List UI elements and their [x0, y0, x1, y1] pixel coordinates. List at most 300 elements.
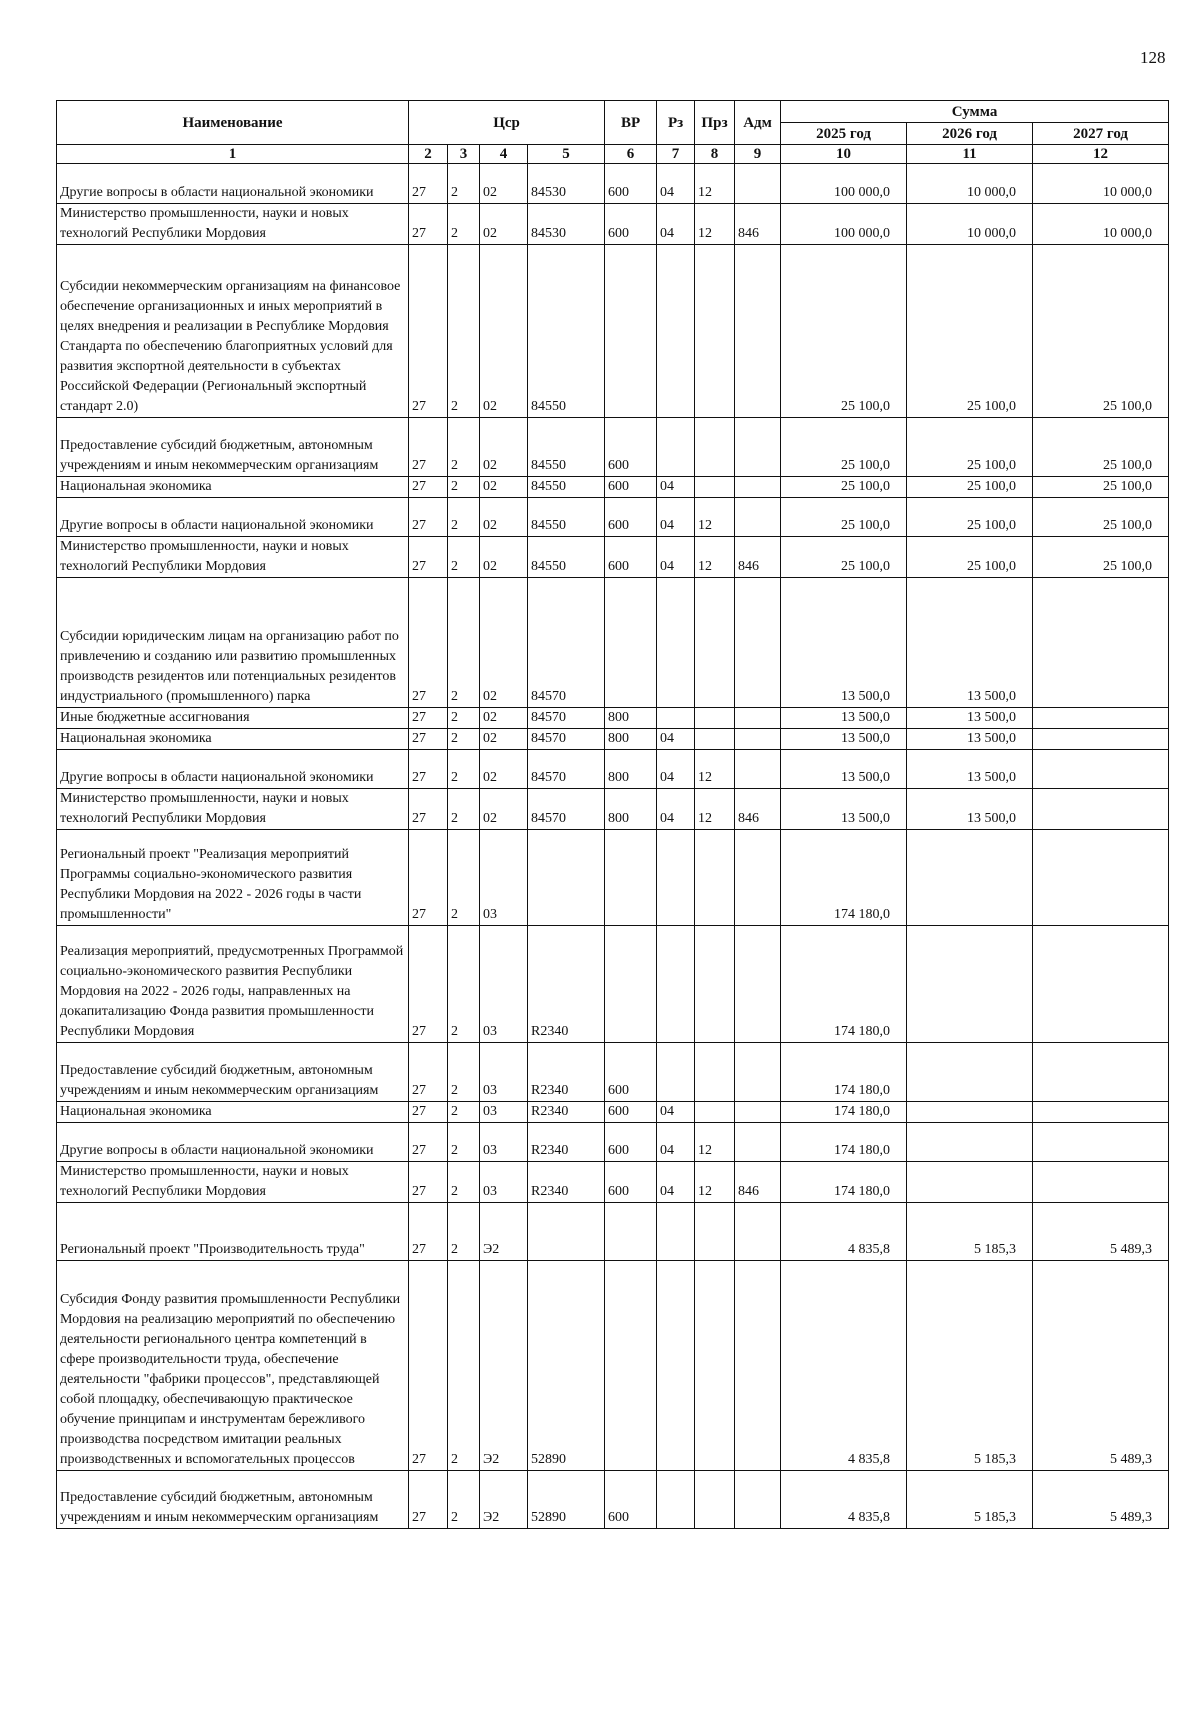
adm-code	[735, 1261, 781, 1471]
sum-2025: 4 835,8	[781, 1471, 907, 1529]
csr-part-4: 02	[480, 789, 528, 830]
adm-code	[735, 926, 781, 1043]
sum-2026	[907, 1102, 1033, 1123]
csr-part-5: 84570	[528, 578, 605, 708]
header-csr: Цср	[409, 101, 605, 145]
adm-code	[735, 708, 781, 729]
header-name: Наименование	[57, 101, 409, 145]
row-name: Предоставление субсидий бюджетным, автономным учреждениям и иным некоммерческим организациям	[57, 418, 409, 477]
column-number: 5	[528, 145, 605, 164]
csr-part-4: 02	[480, 477, 528, 498]
sum-2027	[1033, 708, 1169, 729]
vr-code	[605, 578, 657, 708]
prz-code: 12	[695, 750, 735, 789]
vr-code: 600	[605, 498, 657, 537]
csr-part-4: 02	[480, 729, 528, 750]
csr-part-3: 2	[448, 418, 480, 477]
table-row	[57, 204, 1169, 245]
sum-2026: 25 100,0	[907, 477, 1033, 498]
rz-code	[657, 418, 695, 477]
budget-table	[56, 100, 1169, 1529]
row-name: Региональный проект "Производительность труда"	[57, 1203, 409, 1261]
row-name: Министерство промышленности, науки и новых технологий Республики Мордовия	[57, 789, 409, 830]
adm-code	[735, 245, 781, 418]
csr-part-2: 27	[409, 578, 448, 708]
table-row	[57, 750, 1169, 789]
prz-code: 12	[695, 498, 735, 537]
sum-2025: 13 500,0	[781, 578, 907, 708]
sum-2027	[1033, 1043, 1169, 1102]
csr-part-4: Э2	[480, 1261, 528, 1471]
column-numbers-row	[57, 145, 1169, 164]
table-row	[57, 578, 1169, 708]
page-number: 128	[1140, 48, 1166, 67]
table-row	[57, 1102, 1169, 1123]
csr-part-2: 27	[409, 729, 448, 750]
table-body	[57, 164, 1169, 1529]
csr-part-5: 84570	[528, 750, 605, 789]
sum-2026: 5 185,3	[907, 1203, 1033, 1261]
column-number: 12	[1033, 145, 1169, 164]
adm-code: 846	[735, 204, 781, 245]
sum-2026: 13 500,0	[907, 729, 1033, 750]
sum-2025: 4 835,8	[781, 1261, 907, 1471]
adm-code	[735, 164, 781, 204]
rz-code	[657, 245, 695, 418]
csr-part-2: 27	[409, 204, 448, 245]
sum-2025: 174 180,0	[781, 926, 907, 1043]
prz-code	[695, 245, 735, 418]
csr-part-3: 2	[448, 164, 480, 204]
vr-code: 600	[605, 1162, 657, 1203]
csr-part-4: 02	[480, 418, 528, 477]
vr-code: 600	[605, 1102, 657, 1123]
header-adm: Адм	[735, 101, 781, 145]
csr-part-5: 84530	[528, 164, 605, 204]
csr-part-4: 02	[480, 245, 528, 418]
vr-code	[605, 926, 657, 1043]
csr-part-4: Э2	[480, 1471, 528, 1529]
sum-2027: 10 000,0	[1033, 204, 1169, 245]
sum-2027: 10 000,0	[1033, 164, 1169, 204]
csr-part-3: 2	[448, 498, 480, 537]
csr-part-3: 2	[448, 830, 480, 926]
table-row	[57, 418, 1169, 477]
csr-part-4: 02	[480, 708, 528, 729]
row-name: Другие вопросы в области национальной экономики	[57, 1123, 409, 1162]
csr-part-4: 03	[480, 1043, 528, 1102]
sum-2027: 25 100,0	[1033, 418, 1169, 477]
csr-part-2: 27	[409, 418, 448, 477]
sum-2026: 13 500,0	[907, 708, 1033, 729]
sum-2025: 25 100,0	[781, 245, 907, 418]
row-name: Предоставление субсидий бюджетным, автономным учреждениям и иным некоммерческим организациям	[57, 1043, 409, 1102]
vr-code	[605, 1203, 657, 1261]
sum-2025: 174 180,0	[781, 1162, 907, 1203]
sum-2026: 5 185,3	[907, 1261, 1033, 1471]
table-row	[57, 1471, 1169, 1529]
adm-code	[735, 1203, 781, 1261]
csr-part-3: 2	[448, 1471, 480, 1529]
prz-code: 12	[695, 1123, 735, 1162]
csr-part-3: 2	[448, 1261, 480, 1471]
vr-code	[605, 830, 657, 926]
csr-part-3: 2	[448, 245, 480, 418]
header-sum: Сумма	[781, 101, 1169, 123]
prz-code	[695, 830, 735, 926]
csr-part-2: 27	[409, 1102, 448, 1123]
csr-part-5: R2340	[528, 1123, 605, 1162]
sum-2025: 13 500,0	[781, 708, 907, 729]
vr-code: 800	[605, 729, 657, 750]
csr-part-2: 27	[409, 1123, 448, 1162]
csr-part-4: Э2	[480, 1203, 528, 1261]
sum-2027	[1033, 926, 1169, 1043]
adm-code	[735, 418, 781, 477]
csr-part-3: 2	[448, 729, 480, 750]
header-year-2026: 2026 год	[907, 123, 1033, 145]
adm-code	[735, 1471, 781, 1529]
table-row	[57, 498, 1169, 537]
row-name: Национальная экономика	[57, 729, 409, 750]
csr-part-4: 02	[480, 164, 528, 204]
sum-2025: 174 180,0	[781, 1043, 907, 1102]
sum-2026	[907, 926, 1033, 1043]
vr-code: 600	[605, 1123, 657, 1162]
column-number: 8	[695, 145, 735, 164]
table-row	[57, 789, 1169, 830]
sum-2026: 10 000,0	[907, 164, 1033, 204]
adm-code	[735, 1123, 781, 1162]
sum-2026	[907, 1123, 1033, 1162]
prz-code: 12	[695, 1162, 735, 1203]
table-row	[57, 537, 1169, 578]
sum-2027	[1033, 789, 1169, 830]
vr-code: 800	[605, 750, 657, 789]
vr-code: 600	[605, 537, 657, 578]
prz-code	[695, 477, 735, 498]
sum-2027: 25 100,0	[1033, 537, 1169, 578]
row-name: Другие вопросы в области национальной экономики	[57, 498, 409, 537]
sum-2025: 25 100,0	[781, 418, 907, 477]
row-name: Другие вопросы в области национальной экономики	[57, 164, 409, 204]
sum-2027	[1033, 1123, 1169, 1162]
prz-code: 12	[695, 164, 735, 204]
rz-code	[657, 1471, 695, 1529]
row-name: Национальная экономика	[57, 1102, 409, 1123]
sum-2026: 13 500,0	[907, 578, 1033, 708]
rz-code: 04	[657, 477, 695, 498]
sum-2025: 174 180,0	[781, 1102, 907, 1123]
sum-2026: 25 100,0	[907, 537, 1033, 578]
prz-code: 12	[695, 789, 735, 830]
row-name: Министерство промышленности, науки и новых технологий Республики Мордовия	[57, 537, 409, 578]
csr-part-2: 27	[409, 164, 448, 204]
rz-code: 04	[657, 789, 695, 830]
row-name: Региональный проект "Реализация мероприятий Программы социально-экономического развития Республики Мордовия на 2022 - 2026 годы в части промышленности"	[57, 830, 409, 926]
column-number: 11	[907, 145, 1033, 164]
sum-2026: 10 000,0	[907, 204, 1033, 245]
rz-code	[657, 830, 695, 926]
prz-code	[695, 1102, 735, 1123]
csr-part-3: 2	[448, 578, 480, 708]
rz-code	[657, 1261, 695, 1471]
csr-part-3: 2	[448, 537, 480, 578]
adm-code	[735, 1043, 781, 1102]
csr-part-3: 2	[448, 789, 480, 830]
vr-code: 600	[605, 204, 657, 245]
rz-code: 04	[657, 204, 695, 245]
sum-2027: 25 100,0	[1033, 245, 1169, 418]
sum-2027: 5 489,3	[1033, 1203, 1169, 1261]
csr-part-5: 84570	[528, 729, 605, 750]
table-row	[57, 1123, 1169, 1162]
sum-2025: 13 500,0	[781, 729, 907, 750]
csr-part-2: 27	[409, 830, 448, 926]
rz-code	[657, 1203, 695, 1261]
table-row	[57, 1203, 1169, 1261]
adm-code	[735, 578, 781, 708]
csr-part-5: 84530	[528, 204, 605, 245]
csr-part-5	[528, 1203, 605, 1261]
csr-part-5: R2340	[528, 1162, 605, 1203]
csr-part-5: R2340	[528, 1043, 605, 1102]
sum-2027	[1033, 729, 1169, 750]
csr-part-5: R2340	[528, 926, 605, 1043]
sum-2025: 174 180,0	[781, 830, 907, 926]
sum-2025: 100 000,0	[781, 204, 907, 245]
csr-part-5: 84550	[528, 477, 605, 498]
csr-part-4: 03	[480, 1162, 528, 1203]
column-number: 3	[448, 145, 480, 164]
header-rz: Рз	[657, 101, 695, 145]
vr-code: 600	[605, 1043, 657, 1102]
sum-2026: 25 100,0	[907, 245, 1033, 418]
adm-code	[735, 1102, 781, 1123]
row-name: Национальная экономика	[57, 477, 409, 498]
column-number: 6	[605, 145, 657, 164]
csr-part-3: 2	[448, 204, 480, 245]
csr-part-5: 52890	[528, 1471, 605, 1529]
sum-2027: 25 100,0	[1033, 477, 1169, 498]
sum-2025: 174 180,0	[781, 1123, 907, 1162]
prz-code	[695, 418, 735, 477]
sum-2027	[1033, 1102, 1169, 1123]
row-name: Министерство промышленности, науки и новых технологий Республики Мордовия	[57, 1162, 409, 1203]
rz-code: 04	[657, 164, 695, 204]
table-row	[57, 164, 1169, 204]
table-header	[57, 101, 1169, 164]
adm-code	[735, 498, 781, 537]
rz-code: 04	[657, 498, 695, 537]
sum-2025: 4 835,8	[781, 1203, 907, 1261]
csr-part-2: 27	[409, 1261, 448, 1471]
csr-part-2: 27	[409, 750, 448, 789]
prz-code	[695, 1261, 735, 1471]
table-row	[57, 830, 1169, 926]
row-name: Реализация мероприятий, предусмотренных Программой социально-экономического развития Республики Мордовия на 2022 - 2026 годы, направленных на докапитализацию Фонда развития промышленности Республики Мордовия	[57, 926, 409, 1043]
column-number: 1	[57, 145, 409, 164]
csr-part-3: 2	[448, 1162, 480, 1203]
sum-2026: 5 185,3	[907, 1471, 1033, 1529]
rz-code: 04	[657, 729, 695, 750]
sum-2025: 13 500,0	[781, 789, 907, 830]
header-prz: Прз	[695, 101, 735, 145]
csr-part-4: 03	[480, 830, 528, 926]
row-name: Субсидии некоммерческим организациям на финансовое обеспечение организационных и иных мероприятий в целях внедрения и реализации в Республике Мордовия Стандарта по обеспечению благоприятных условий для развития экспортной деятельности в субъектах Российской Федерации (Региональный экспортный стандарт 2.0)	[57, 245, 409, 418]
row-name: Субсидия Фонду развития промышленности Республики Мордовия на реализацию мероприятий по обеспечению деятельности регионального центра компетенций в сфере производительности труда, обеспечение деятельности "фабрики процессов", представляющей собой площадку, обеспечивающую практическое обучение принципам и инструментам бережливого производства посредством имитации реальных производственных и вспомогательных процессов	[57, 1261, 409, 1471]
csr-part-3: 2	[448, 477, 480, 498]
rz-code	[657, 926, 695, 1043]
csr-part-2: 27	[409, 1162, 448, 1203]
csr-part-4: 02	[480, 498, 528, 537]
sum-2026: 13 500,0	[907, 789, 1033, 830]
adm-code	[735, 729, 781, 750]
rz-code: 04	[657, 1162, 695, 1203]
adm-code	[735, 830, 781, 926]
vr-code: 600	[605, 418, 657, 477]
csr-part-5: 52890	[528, 1261, 605, 1471]
csr-part-4: 03	[480, 1102, 528, 1123]
csr-part-5: 84550	[528, 498, 605, 537]
prz-code	[695, 729, 735, 750]
sum-2026: 25 100,0	[907, 418, 1033, 477]
table-row	[57, 708, 1169, 729]
adm-code	[735, 477, 781, 498]
csr-part-4: 02	[480, 537, 528, 578]
prz-code	[695, 926, 735, 1043]
row-name: Субсидии юридическим лицам на организацию работ по привлечению и созданию или развитию промышленных производств резидентов или потенциальных резидентов индустриального (промышленного) парка	[57, 578, 409, 708]
csr-part-2: 27	[409, 245, 448, 418]
sum-2026: 25 100,0	[907, 498, 1033, 537]
sum-2026	[907, 830, 1033, 926]
csr-part-2: 27	[409, 537, 448, 578]
csr-part-2: 27	[409, 498, 448, 537]
adm-code: 846	[735, 537, 781, 578]
csr-part-4: 02	[480, 204, 528, 245]
table-row	[57, 1043, 1169, 1102]
vr-code: 800	[605, 708, 657, 729]
csr-part-5: 84550	[528, 245, 605, 418]
prz-code	[695, 708, 735, 729]
vr-code: 600	[605, 1471, 657, 1529]
csr-part-4: 03	[480, 926, 528, 1043]
sum-2027: 5 489,3	[1033, 1261, 1169, 1471]
sum-2025: 25 100,0	[781, 498, 907, 537]
csr-part-5	[528, 830, 605, 926]
csr-part-2: 27	[409, 1471, 448, 1529]
sum-2025: 25 100,0	[781, 477, 907, 498]
csr-part-5: 84550	[528, 537, 605, 578]
csr-part-2: 27	[409, 1043, 448, 1102]
table-row	[57, 245, 1169, 418]
csr-part-4: 03	[480, 1123, 528, 1162]
vr-code	[605, 245, 657, 418]
csr-part-4: 02	[480, 750, 528, 789]
csr-part-2: 27	[409, 708, 448, 729]
prz-code: 12	[695, 537, 735, 578]
vr-code: 600	[605, 477, 657, 498]
row-name: Министерство промышленности, науки и новых технологий Республики Мордовия	[57, 204, 409, 245]
table-row	[57, 477, 1169, 498]
sum-2027	[1033, 1162, 1169, 1203]
table-row	[57, 926, 1169, 1043]
sum-2025: 100 000,0	[781, 164, 907, 204]
table-row	[57, 1261, 1169, 1471]
csr-part-2: 27	[409, 477, 448, 498]
table-row	[57, 729, 1169, 750]
row-name: Иные бюджетные ассигнования	[57, 708, 409, 729]
prz-code	[695, 1203, 735, 1261]
rz-code: 04	[657, 537, 695, 578]
vr-code: 800	[605, 789, 657, 830]
sum-2026	[907, 1162, 1033, 1203]
csr-part-2: 27	[409, 926, 448, 1043]
header-vr: ВР	[605, 101, 657, 145]
column-number: 9	[735, 145, 781, 164]
sum-2027	[1033, 578, 1169, 708]
column-number: 4	[480, 145, 528, 164]
sum-2027: 25 100,0	[1033, 498, 1169, 537]
prz-code	[695, 1471, 735, 1529]
csr-part-5: 84570	[528, 789, 605, 830]
header-year-2025: 2025 год	[781, 123, 907, 145]
csr-part-5: 84550	[528, 418, 605, 477]
csr-part-3: 2	[448, 1203, 480, 1261]
prz-code	[695, 1043, 735, 1102]
csr-part-3: 2	[448, 750, 480, 789]
adm-code: 846	[735, 789, 781, 830]
sum-2026: 13 500,0	[907, 750, 1033, 789]
adm-code	[735, 750, 781, 789]
column-number: 10	[781, 145, 907, 164]
csr-part-4: 02	[480, 578, 528, 708]
sum-2027: 5 489,3	[1033, 1471, 1169, 1529]
sum-2027	[1033, 750, 1169, 789]
vr-code: 600	[605, 164, 657, 204]
csr-part-5: R2340	[528, 1102, 605, 1123]
csr-part-5: 84570	[528, 708, 605, 729]
sum-2025: 25 100,0	[781, 537, 907, 578]
rz-code: 04	[657, 1102, 695, 1123]
prz-code: 12	[695, 204, 735, 245]
column-number: 7	[657, 145, 695, 164]
csr-part-3: 2	[448, 1043, 480, 1102]
rz-code: 04	[657, 1123, 695, 1162]
row-name: Предоставление субсидий бюджетным, автономным учреждениям и иным некоммерческим организациям	[57, 1471, 409, 1529]
rz-code	[657, 578, 695, 708]
csr-part-2: 27	[409, 1203, 448, 1261]
sum-2026	[907, 1043, 1033, 1102]
sum-2025: 13 500,0	[781, 750, 907, 789]
csr-part-3: 2	[448, 926, 480, 1043]
prz-code	[695, 578, 735, 708]
csr-part-2: 27	[409, 789, 448, 830]
csr-part-3: 2	[448, 1123, 480, 1162]
csr-part-3: 2	[448, 708, 480, 729]
rz-code	[657, 708, 695, 729]
column-number: 2	[409, 145, 448, 164]
adm-code: 846	[735, 1162, 781, 1203]
header-year-2027: 2027 год	[1033, 123, 1169, 145]
table-row	[57, 1162, 1169, 1203]
csr-part-3: 2	[448, 1102, 480, 1123]
row-name: Другие вопросы в области национальной экономики	[57, 750, 409, 789]
rz-code	[657, 1043, 695, 1102]
vr-code	[605, 1261, 657, 1471]
sum-2027	[1033, 830, 1169, 926]
rz-code: 04	[657, 750, 695, 789]
